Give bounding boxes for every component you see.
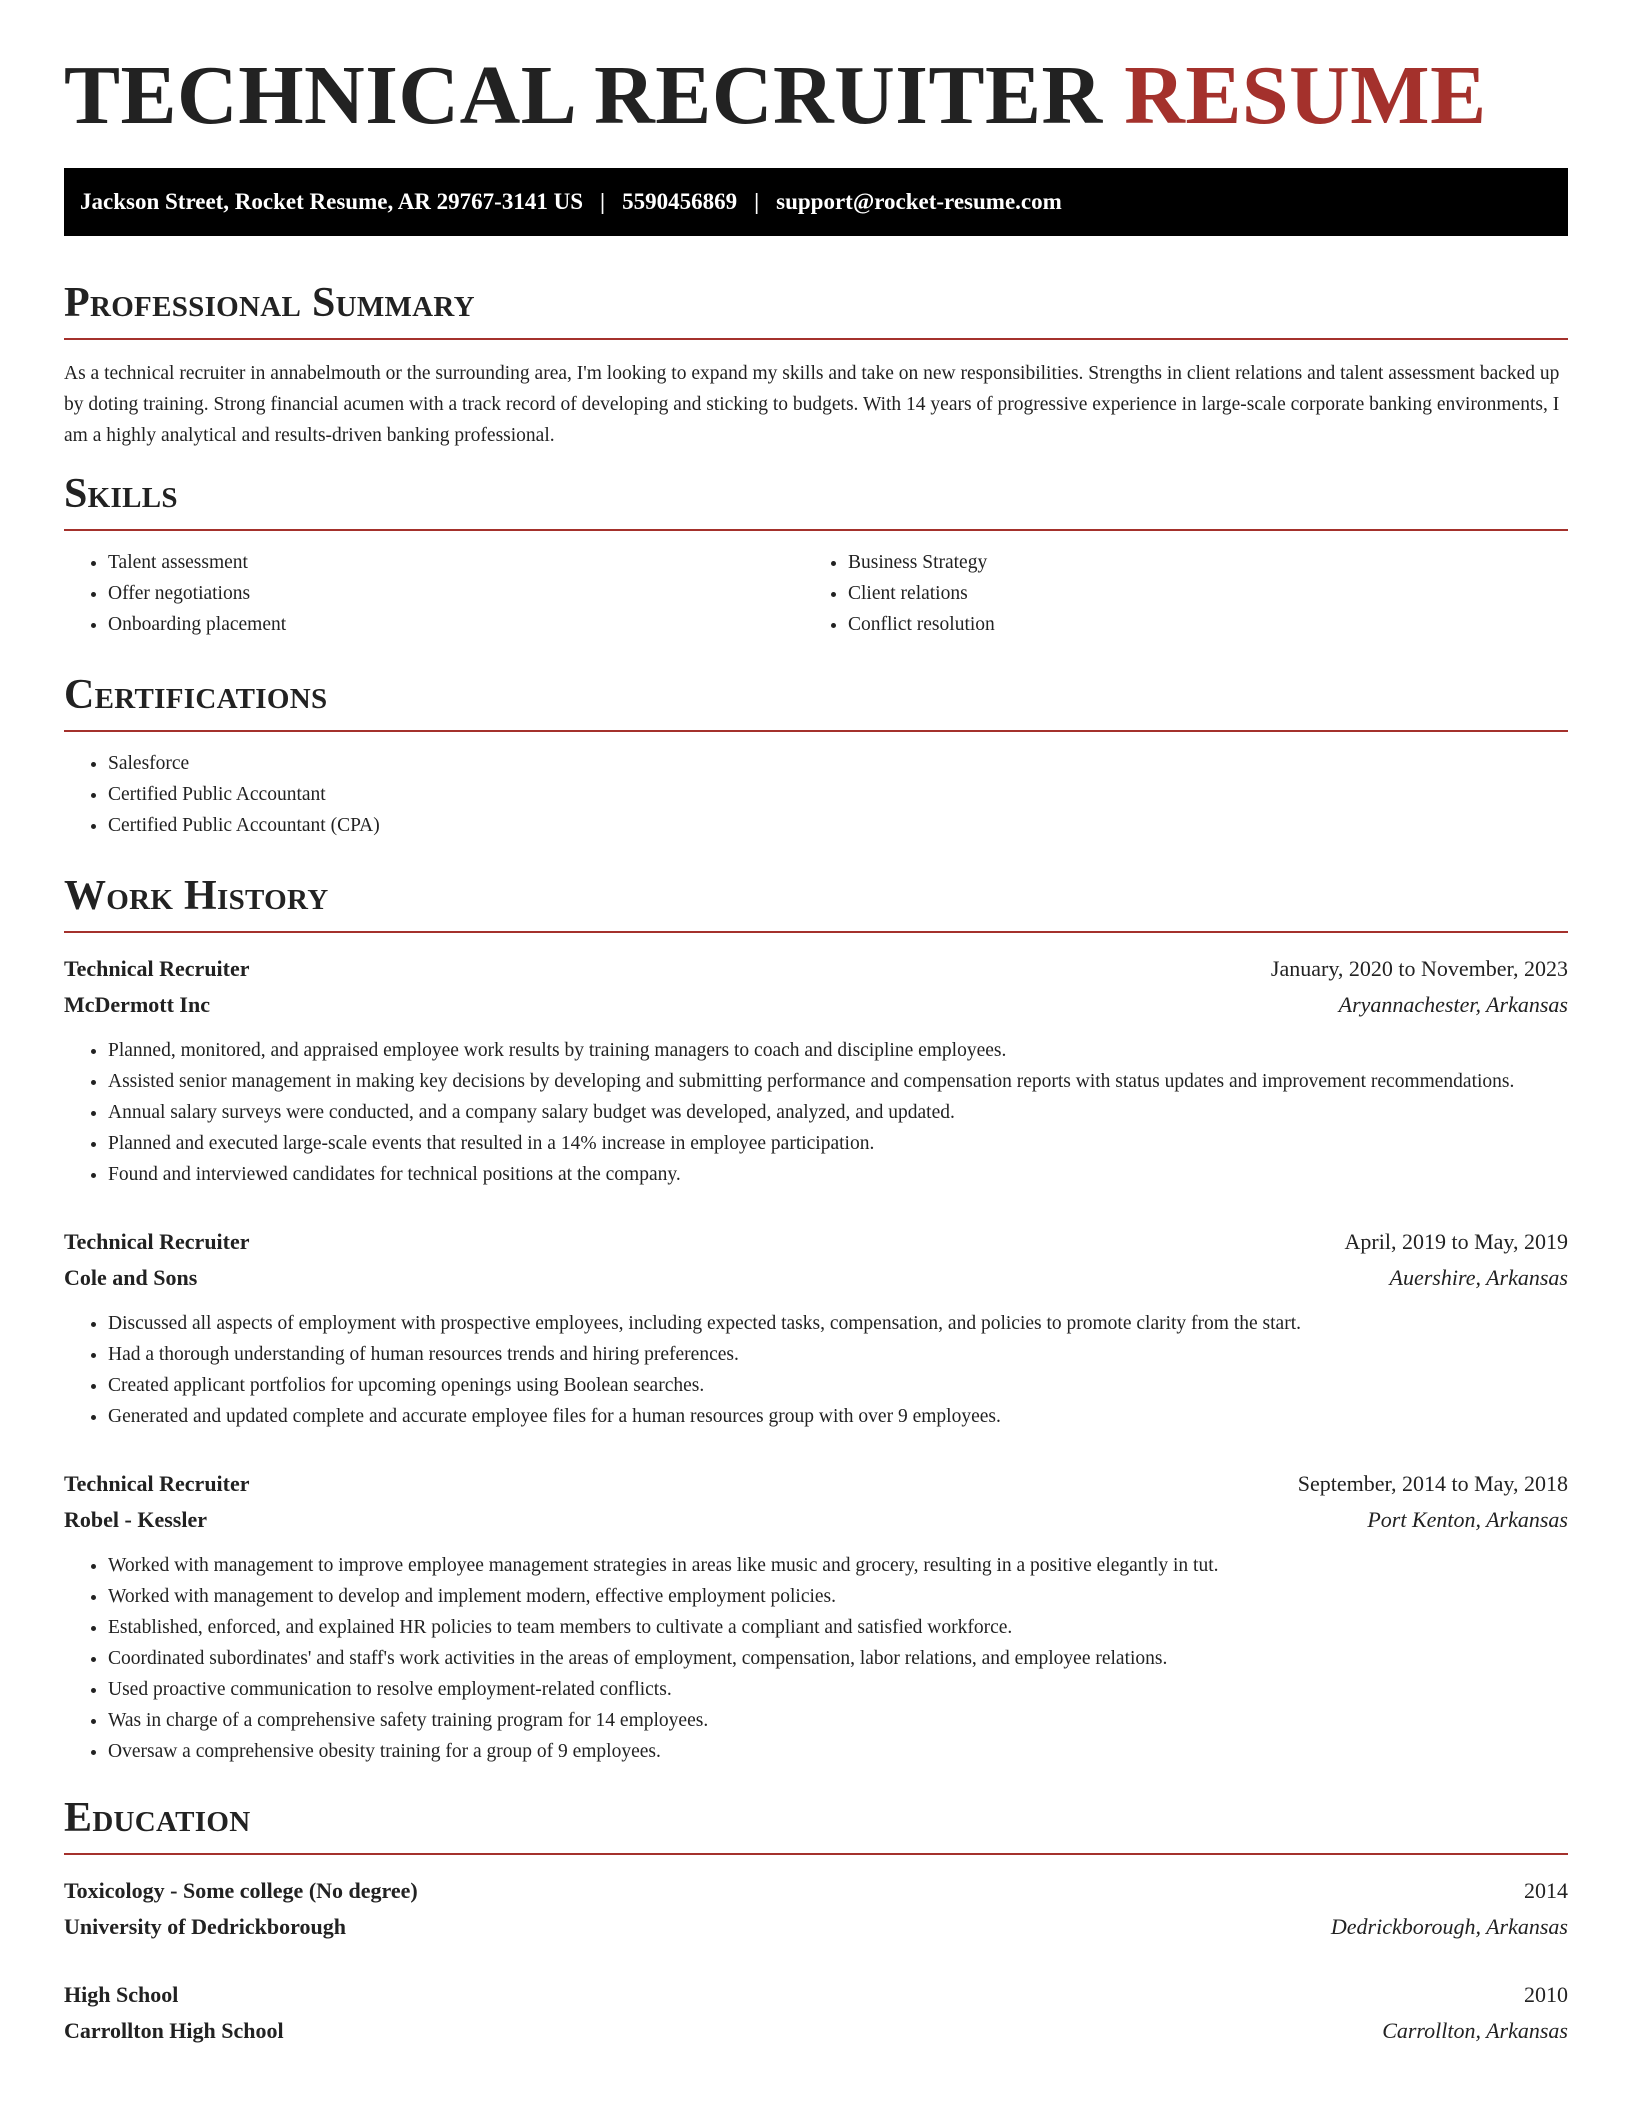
job-title: Technical Recruiter xyxy=(64,1471,250,1496)
education-school: University of Dedrickborough xyxy=(64,1914,346,1939)
job-location: Auershire, Arkansas xyxy=(1389,1265,1568,1290)
job-dates: September, 2014 to May, 2018 xyxy=(1297,1471,1568,1496)
skill-item: • Conflict resolution xyxy=(848,609,1544,640)
job-title: Technical Recruiter xyxy=(64,956,250,981)
skill-item: • Client relations xyxy=(848,578,1544,609)
job-location: Aryannachester, Arkansas xyxy=(1338,992,1568,1017)
contact-separator: | xyxy=(599,189,606,214)
education-location: Dedrickborough, Arkansas xyxy=(1330,1914,1568,1939)
education-entry xyxy=(64,1977,1568,2049)
skills-column-right xyxy=(804,547,1544,640)
job-bullet: • Used proactive communication to resolve employment-related conflicts. xyxy=(108,1674,1568,1705)
education-year: 2010 xyxy=(1524,1982,1568,2007)
job-bullet: • Assisted senior management in making key decisions by developing and submitting performance and compensation reports with status updates and improvement recommendations. xyxy=(108,1066,1568,1097)
job-dates: January, 2020 to November, 2023 xyxy=(1270,956,1568,981)
contact-email[interactable]: support@rocket-resume.com xyxy=(776,189,1062,214)
job-entry xyxy=(64,951,1568,1190)
certification-item: • Certified Public Accountant (CPA) xyxy=(108,810,1568,841)
job-entry xyxy=(64,1466,1568,1767)
certifications-list xyxy=(64,748,1568,841)
job-bullet: • Worked with management to improve employee management strategies in areas like music and grocery, resulting in a positive elegantly in tut. xyxy=(108,1550,1568,1581)
certification-item: • Certified Public Accountant xyxy=(108,779,1568,810)
job-dates: April, 2019 to May, 2019 xyxy=(1344,1229,1568,1254)
job-company: Robel - Kessler xyxy=(64,1507,207,1532)
job-bullets xyxy=(64,1550,1568,1767)
skills-column-left xyxy=(64,547,804,640)
education-entry xyxy=(64,1873,1568,1945)
contact-bar xyxy=(64,168,1568,236)
section-divider xyxy=(64,730,1568,732)
job-location: Port Kenton, Arkansas xyxy=(1367,1507,1568,1532)
job-company: Cole and Sons xyxy=(64,1265,198,1290)
job-bullet: • Created applicant portfolios for upcoming openings using Boolean searches. xyxy=(108,1370,1568,1401)
education-school: Carrollton High School xyxy=(64,2018,284,2043)
education-section xyxy=(64,1797,1568,2049)
section-heading: Certifications xyxy=(64,672,328,718)
job-bullets xyxy=(64,1035,1568,1190)
contact-address: Jackson Street, Rocket Resume, AR 29767-3141 US xyxy=(80,189,583,214)
job-bullet: • Coordinated subordinates' and staff's work activities in the areas of employment, compensation, labor relations, and employee relations. xyxy=(108,1643,1568,1674)
certifications-section xyxy=(64,674,1568,841)
title-main: TECHNICAL RECRUITER xyxy=(64,49,1103,142)
section-heading: Skills xyxy=(64,471,178,517)
job-bullet: • Annual salary surveys were conducted, and a company salary budget was developed, analyzed, and updated. xyxy=(108,1097,1568,1128)
job-bullet: • Had a thorough understanding of human resources trends and hiring preferences. xyxy=(108,1339,1568,1370)
job-bullet: • Was in charge of a comprehensive safety training program for 14 employees. xyxy=(108,1705,1568,1736)
job-bullet: • Worked with management to develop and implement modern, effective employment policies. xyxy=(108,1581,1568,1612)
certification-item: • Salesforce xyxy=(108,748,1568,779)
skills-section xyxy=(64,473,1568,640)
title-accent: RESUME xyxy=(1124,49,1487,142)
job-bullet: • Discussed all aspects of employment with prospective employees, including expected tasks, compensation, and policies to promote clarity from the start. xyxy=(108,1308,1568,1339)
job-bullet: • Found and interviewed candidates for technical positions at the company. xyxy=(108,1159,1568,1190)
job-bullet: • Planned, monitored, and appraised employee work results by training managers to coach and discipline employees. xyxy=(108,1035,1568,1066)
job-bullets xyxy=(64,1308,1568,1432)
summary-text: As a technical recruiter in annabelmouth or the surrounding area, I'm looking to expand my skills and take on new responsibilities. Strengths in client relations and talent assessment backed up by doting training. Strong financial acumen with a track record of developing and sticking to budgets. With 14 years of progressive experience in large-scale corporate banking environments, I am a highly analytical and results-driven banking professional. xyxy=(64,363,1560,446)
job-bullet: • Established, enforced, and explained HR policies to team members to cultivate a compliant and satisfied workforce. xyxy=(108,1612,1568,1643)
job-entry xyxy=(64,1224,1568,1432)
section-divider xyxy=(64,931,1568,933)
education-degree: High School xyxy=(64,1982,179,2007)
job-bullet: • Planned and executed large-scale events that resulted in a 14% increase in employee participation. xyxy=(108,1128,1568,1159)
job-title: Technical Recruiter xyxy=(64,1229,250,1254)
job-bullet: • Oversaw a comprehensive obesity training for a group of 9 employees. xyxy=(108,1736,1568,1767)
education-degree: Toxicology - Some college (No degree) xyxy=(64,1878,418,1903)
job-company: McDermott Inc xyxy=(64,992,210,1017)
job-bullet: • Generated and updated complete and accurate employee files for a human resources group with over 9 employees. xyxy=(108,1401,1568,1432)
section-divider xyxy=(64,1853,1568,1855)
skill-item: • Talent assessment xyxy=(108,547,804,578)
skill-item: • Offer negotiations xyxy=(108,578,804,609)
resume-title xyxy=(64,0,1568,142)
skill-item: • Onboarding placement xyxy=(108,609,804,640)
contact-separator: | xyxy=(754,189,760,214)
contact-phone[interactable]: 5590456869 xyxy=(622,189,738,214)
section-divider xyxy=(64,338,1568,340)
section-divider xyxy=(64,529,1568,531)
education-year: 2014 xyxy=(1524,1878,1568,1903)
skills-grid xyxy=(64,547,1568,640)
work-history-section xyxy=(64,875,1568,1767)
section-heading: Education xyxy=(64,1795,251,1841)
education-location: Carrollton, Arkansas xyxy=(1382,2018,1568,2043)
section-heading: Work History xyxy=(64,873,329,919)
section-heading: Professional Summary xyxy=(64,280,475,326)
skill-item: • Business Strategy xyxy=(848,547,1544,578)
summary-section xyxy=(64,282,1568,451)
